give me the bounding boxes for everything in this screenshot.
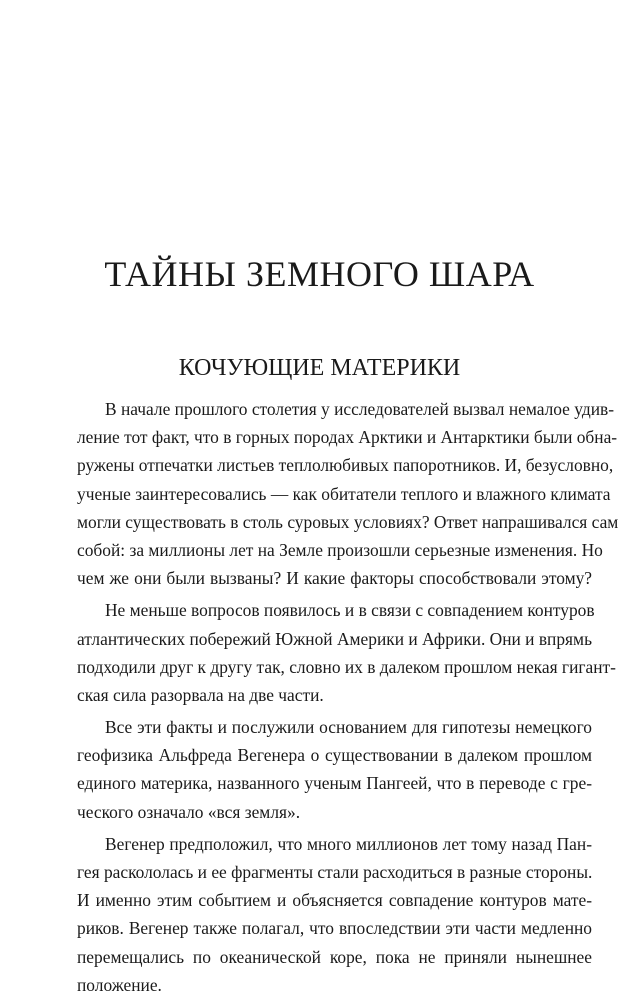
body-text (77, 395, 619, 999)
text-line: положение. (77, 974, 162, 995)
text-line: риков. Вегенер также полагал, что впоследствии эти части медленно (77, 918, 592, 939)
text-line: ление тот факт, что в горных породах Арктики и Антарктики были обна- (77, 427, 618, 448)
text-line: Не меньше вопросов появилось и в связи с совпадением контуров (105, 600, 595, 621)
paragraph-4 (77, 830, 592, 999)
text-line: ская сила разорвала на две части. (77, 684, 324, 705)
text-line: ученые заинтересовались — как обитатели теплого и влажного климата (77, 483, 611, 504)
paragraph-2 (77, 596, 616, 709)
text-line: могли существовать в столь суровых условиях? Ответ напрашивался сам (77, 511, 619, 532)
paragraph-1 (77, 395, 619, 592)
paragraph-3 (77, 713, 592, 826)
text-line: геофизика Альфреда Вегенера о существовании в далеком прошлом (77, 745, 592, 766)
text-line: перемещались по океанической коре, пока не приняли нынешнее (77, 946, 592, 967)
text-line: ческого означало «вся земля». (77, 801, 301, 822)
text-line: единого материка, названного ученым Пангеей, что в переводе с гре- (77, 773, 592, 794)
text-line: атлантических побережий Южной Америки и Африки. Они и впрямь (77, 628, 592, 649)
text-line: чем же они были вызваны? И какие факторы способствовали этому? (77, 568, 592, 589)
text-line: гея раскололась и ее фрагменты стали расходиться в разные стороны. (77, 862, 593, 882)
text-line: Все эти факты и послужили основанием для гипотезы немецкого (105, 717, 592, 738)
text-line: Вегенер предположил, что много миллионов лет тому назад Пан- (105, 833, 592, 854)
text-line: И именно этим событием и объясняется совпадение контуров мате- (77, 890, 592, 911)
section-title: КОЧУЮЩИЕ МАТЕРИКИ (178, 355, 461, 381)
text-line: подходили друг к другу так, словно их в далеком прошлом некая гигант- (77, 656, 616, 677)
text-line: ружены отпечатки листьев теплолюбивых папоротников. И, безусловно, (77, 455, 614, 476)
text-line: В начале прошлого столетия у исследователей вызвал немалое удив- (105, 399, 615, 419)
text-line: собой: за миллионы лет на Земле произошли серьезные изменения. Но (77, 539, 603, 560)
chapter-title: ТАЙНЫ ЗЕМНОГО ШАРА (104, 254, 535, 294)
